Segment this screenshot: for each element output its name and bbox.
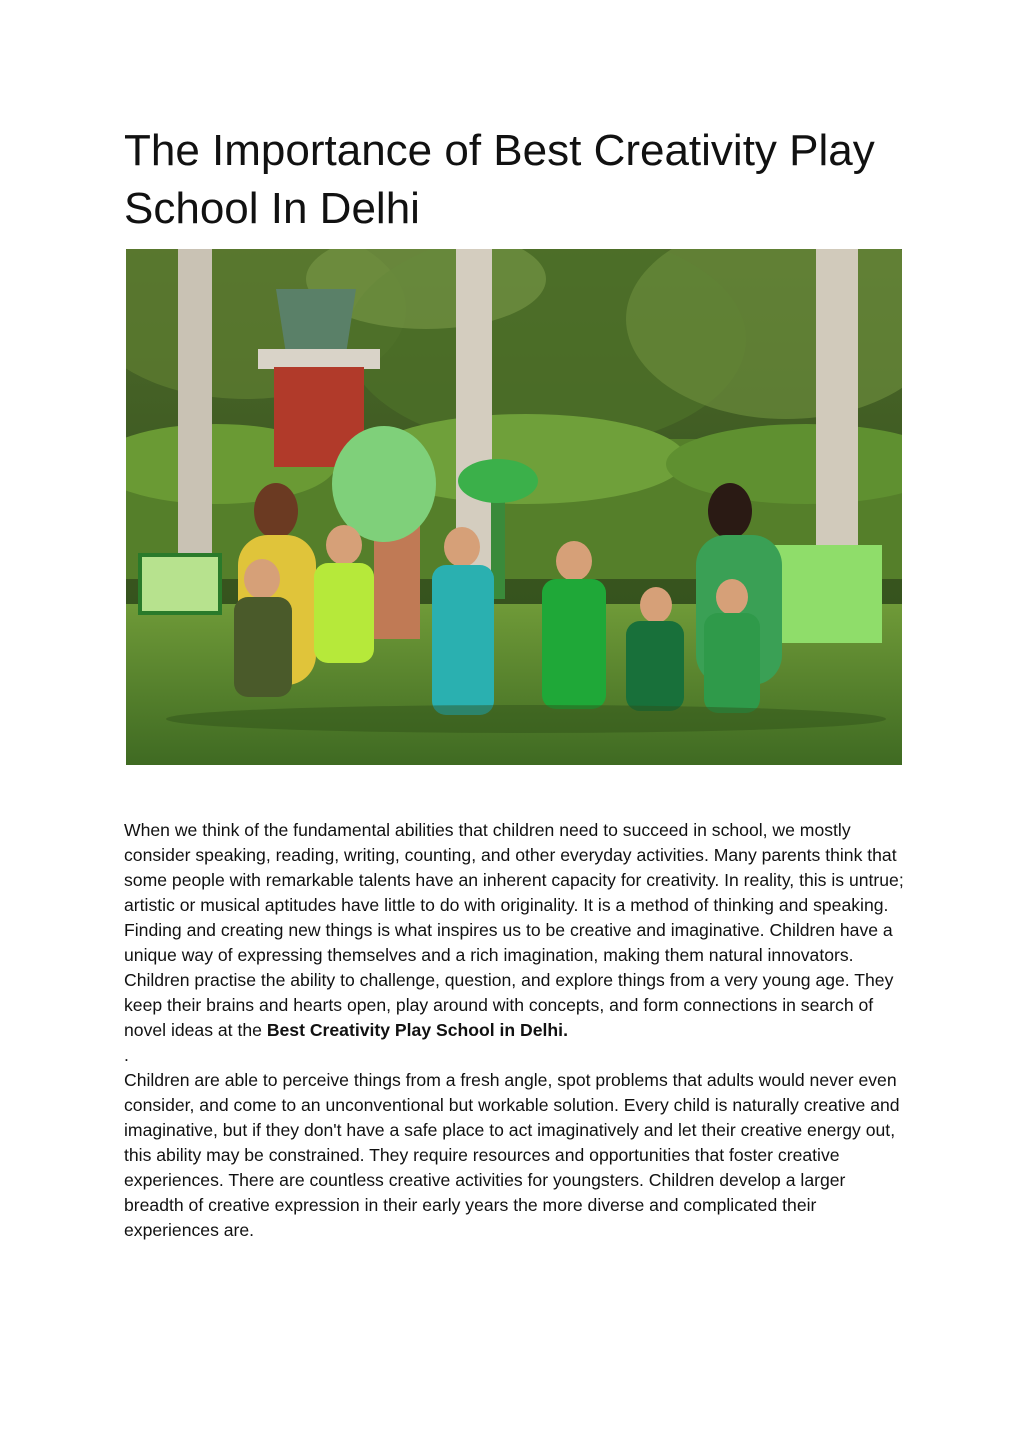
page-title: The Importance of Best Creativity Play School In Delhi (124, 126, 875, 233)
paragraph-1-text: When we think of the fundamental abilities that children need to succeed in school, we mostly consider speaking, reading, writing, counting, and other everyday activities. Many parents think that some people with remarkable talents have an inherent capacity for creativity. In reality, this is untrue; artistic or musical aptitudes have little to do with originality. It is a method of thinking and speaking. Finding and creating new things is what inspires us to be creative and imaginative. Children have a unique way of expressing themselves and a rich imagination, making them natural innovators. Children practise the ability to challenge, question, and explore things from a very young age. They keep their brains and hearts open, play around with concepts, and form connections in search of novel ideas at the (124, 820, 904, 1040)
article-body (124, 818, 908, 1243)
paragraph-1 (124, 818, 908, 1043)
separator: . (124, 1045, 129, 1065)
paragraph-2: Children are able to perceive things from a fresh angle, spot problems that adults would never even consider, and come to an unconventional but workable solution. Every child is naturally creative and imaginative, but if they don't have a safe place to act imaginatively and let their creative energy out, this ability may be constrained. They require resources and opportunities that foster creative experiences. There are countless creative activities for youngsters. Children develop a larger breadth of creative expression in their early years the more diverse and complicated their experiences are. (124, 1070, 900, 1240)
hero-photo (126, 249, 902, 765)
paragraph-1-bold: Best Creativity Play School in Delhi. (266, 1020, 568, 1040)
